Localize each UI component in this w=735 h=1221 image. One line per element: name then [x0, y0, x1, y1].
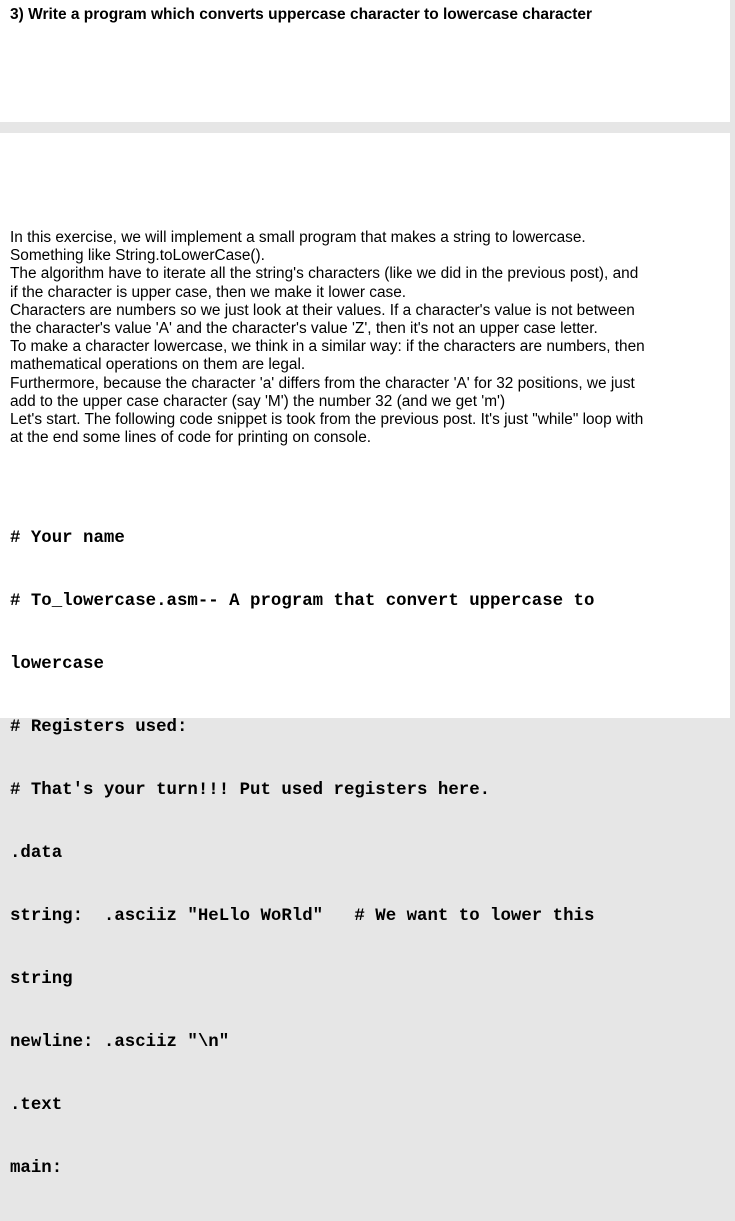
code-line: lowercase	[10, 655, 104, 674]
code-line: .data	[10, 844, 63, 863]
answer-paragraph: Let's start. The following code snippet is took from the previous post. It's just "while" loop with at the end some lines of code for printing on console.	[10, 411, 644, 447]
code-line: newline: .asciiz "\n"	[10, 1033, 230, 1052]
answer-paragraph: The algorithm have to iterate all the string's characters (like we did in the previous post), and if the character is upper case, then we make it lower case.	[10, 265, 639, 301]
question-card	[0, 0, 730, 122]
code-line: # Your name	[10, 529, 125, 548]
answer-paragraph: To make a character lowercase, we think in a similar way: if the characters are numbers, then mathematical operations on them are legal.	[10, 338, 645, 374]
code-line: # That's your turn!!! Put used registers here.	[10, 781, 491, 800]
answer-paragraph: Furthermore, because the character 'a' differs from the character 'A' for 32 positions, we just add to the upper case character (say 'M') the number 32 (and we get 'm')	[10, 374, 635, 410]
code-line: .text	[10, 1096, 63, 1115]
answer-paragraph: In this exercise, we will implement a small program that makes a string to lowercase. Something like String.toLowerCase().	[10, 229, 586, 265]
code-line: string: .asciiz "HeLlo WoRld" # We want to lower this	[10, 907, 595, 926]
code-line: main:	[10, 1159, 63, 1178]
code-line: # Registers used:	[10, 718, 188, 737]
answer-explanation	[10, 229, 650, 447]
question-title: 3) Write a program which converts uppercase character to lowercase character	[10, 6, 593, 23]
answer-paragraph: Characters are numbers so we just look at their values. If a character's value is not between the character's value 'A' and the character's value 'Z', then it's not an upper case letter.	[10, 301, 635, 338]
code-line: # To_lowercase.asm-- A program that convert uppercase to	[10, 592, 595, 611]
code-line: string	[10, 970, 73, 989]
code-snippet	[10, 486, 660, 1221]
answer-card	[0, 133, 730, 1178]
